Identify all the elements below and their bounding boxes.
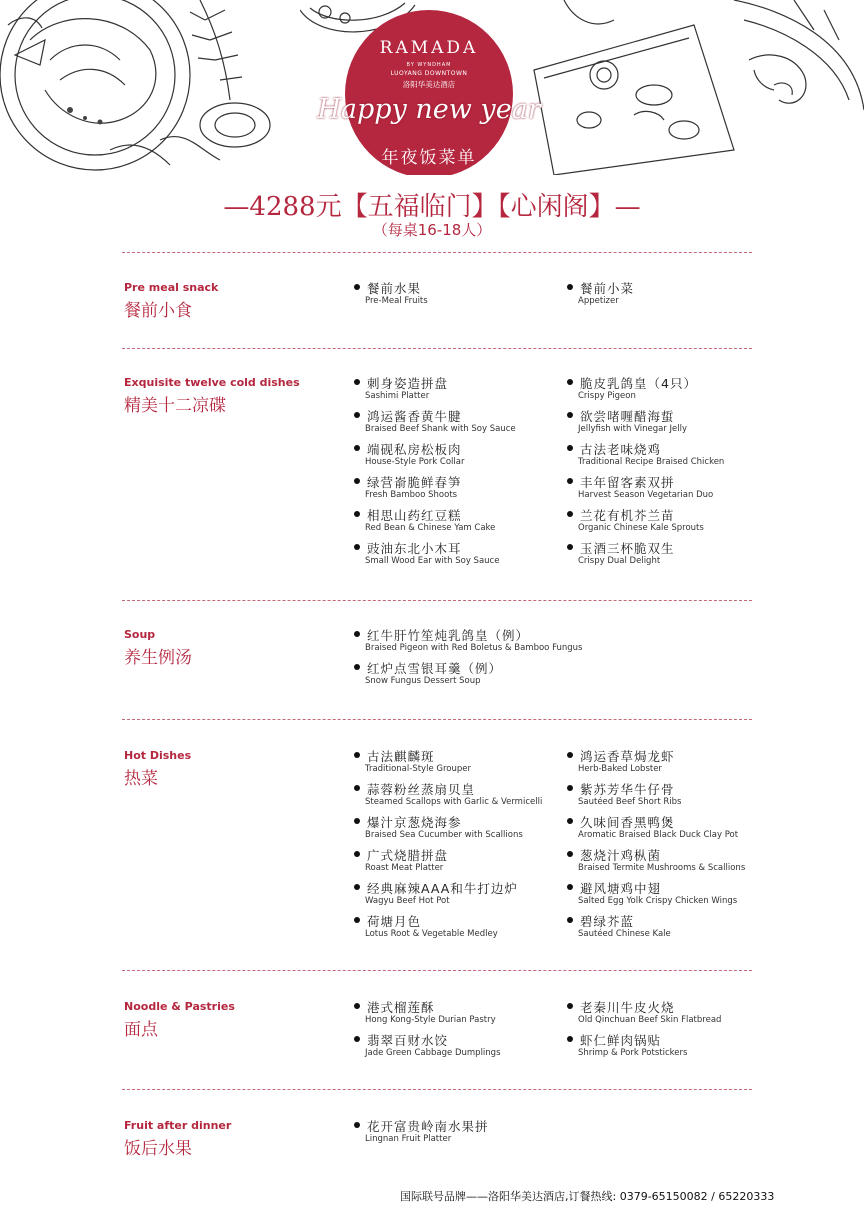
bullet-icon bbox=[567, 478, 573, 484]
section-divider bbox=[122, 719, 752, 720]
dish-name-en: Shrimp & Pork Potstickers bbox=[578, 1048, 688, 1058]
dish-name-en: Salted Egg Yolk Crispy Chicken Wings bbox=[578, 896, 738, 906]
dish-name-en: Small Wood Ear with Soy Sauce bbox=[365, 556, 500, 566]
happy-new-year-script: Happy new year bbox=[317, 94, 541, 125]
bullet-icon bbox=[354, 917, 360, 923]
section-title-en: Noodle & Pastries bbox=[124, 1000, 235, 1013]
dish-name-cn: 绿营嵛脆鲜春笋 bbox=[367, 475, 462, 490]
dish-name-cn: 蒜蓉粉丝蒸扇贝皇 bbox=[367, 782, 476, 797]
bullet-icon bbox=[567, 851, 573, 857]
ramada-badge bbox=[317, 10, 541, 175]
section-title-cn: 餐前小食 bbox=[124, 301, 192, 321]
bullet-icon bbox=[354, 1122, 360, 1128]
section-divider bbox=[122, 252, 752, 253]
dish-name-cn: 荷塘月色 bbox=[367, 914, 422, 929]
dish-name-cn: 古法老味烧鸡 bbox=[580, 442, 662, 457]
dish-name-en: Sashimi Platter bbox=[365, 391, 430, 401]
dish-name-cn: 翡翠百财水饺 bbox=[367, 1033, 449, 1048]
dish-name-cn: 鸿运酱香黄牛腱 bbox=[367, 409, 462, 424]
bullet-icon bbox=[354, 818, 360, 824]
bullet-icon bbox=[567, 1036, 573, 1042]
bullet-icon bbox=[354, 511, 360, 517]
dish-name-cn: 红牛肝竹笙炖乳鸽皇（例） bbox=[367, 628, 530, 643]
dish-name-en: Jellyfish with Vinegar Jelly bbox=[578, 424, 687, 434]
bullet-icon bbox=[354, 851, 360, 857]
dish-name-en: Traditional-Style Grouper bbox=[365, 764, 471, 774]
dish-name-cn: 紫苏芳华牛仔骨 bbox=[580, 782, 675, 797]
section-divider bbox=[122, 600, 752, 601]
bullet-icon bbox=[354, 412, 360, 418]
pizza-chicken-sketch-right bbox=[494, 0, 864, 175]
dish-name-en: Steamed Scallops with Garlic & Vermicelli bbox=[365, 797, 543, 807]
dish-name-cn: 餐前水果 bbox=[367, 281, 422, 296]
dish-name-cn: 端砚私房松板肉 bbox=[367, 442, 462, 457]
dish-name-en: Roast Meat Platter bbox=[365, 863, 444, 873]
dish-name-cn: 久味间香黑鸭煲 bbox=[580, 815, 675, 830]
dish-name-cn: 鸿运香草焗龙虾 bbox=[580, 749, 675, 764]
dish-name-en: Herb-Baked Lobster bbox=[578, 764, 662, 774]
dish-name-en: Snow Fungus Dessert Soup bbox=[365, 676, 481, 686]
menu-section bbox=[124, 1000, 764, 1058]
dish-name-en: Lingnan Fruit Platter bbox=[365, 1134, 452, 1144]
section-title-en: Exquisite twelve cold dishes bbox=[124, 376, 300, 389]
set-menu-title: —4288元【五福临门】【心闲阁】— bbox=[223, 192, 641, 222]
section-title-en: Pre meal snack bbox=[124, 281, 219, 294]
dish-name-en: Traditional Recipe Braised Chicken bbox=[578, 457, 725, 467]
bullet-icon bbox=[354, 1036, 360, 1042]
menu-section bbox=[124, 281, 764, 321]
menu-section bbox=[124, 628, 764, 686]
brand-location: LUOYANG DOWNTOWN bbox=[390, 70, 468, 77]
dish-name-cn: 餐前小菜 bbox=[580, 281, 635, 296]
dish-name-en: Pre-Meal Fruits bbox=[365, 296, 428, 306]
dish-name-en: Fresh Bamboo Shoots bbox=[365, 490, 458, 500]
dish-name-en: Sautéed Chinese Kale bbox=[578, 929, 671, 939]
footer-contact: 国际联号品牌——洛阳华美达酒店,订餐热线: 0379-65150082 / 65220333 bbox=[400, 1190, 775, 1203]
dish-name-cn: 虾仁鲜肉锅贴 bbox=[580, 1033, 662, 1048]
seafood-sketch-left bbox=[0, 0, 330, 175]
dish-name-cn: 丰年留客素双拼 bbox=[580, 475, 675, 490]
section-title-en: Hot Dishes bbox=[124, 749, 192, 762]
dish-name-cn: 爆汁京葱烧海参 bbox=[367, 815, 462, 830]
dish-name-cn: 刺身姿造拼盘 bbox=[367, 376, 449, 391]
section-divider bbox=[122, 970, 752, 971]
bullet-icon bbox=[354, 785, 360, 791]
dish-name-en: House-Style Pork Collar bbox=[365, 457, 465, 467]
section-title-cn: 饭后水果 bbox=[124, 1139, 192, 1159]
dish-name-en: Braised Termite Mushrooms & Scallions bbox=[578, 863, 746, 873]
dish-name-en: Appetizer bbox=[578, 296, 619, 306]
dish-name-cn: 相思山药红豆糕 bbox=[367, 508, 462, 523]
set-menu-subtitle: （每桌16-18人） bbox=[372, 221, 492, 239]
bullet-icon bbox=[354, 544, 360, 550]
dish-name-en: Lotus Root & Vegetable Medley bbox=[365, 929, 498, 939]
dish-name-en: Hong Kong-Style Durian Pastry bbox=[365, 1015, 496, 1025]
bullet-icon bbox=[567, 412, 573, 418]
dish-name-cn: 老秦川牛皮火烧 bbox=[580, 1000, 675, 1015]
bullet-icon bbox=[567, 785, 573, 791]
section-divider bbox=[122, 1089, 752, 1090]
dish-name-en: Organic Chinese Kale Sprouts bbox=[578, 523, 704, 533]
header-illustration bbox=[0, 0, 864, 175]
dish-name-cn: 红炉点雪银耳羹（例） bbox=[367, 661, 503, 676]
bullet-icon bbox=[354, 1003, 360, 1009]
bullet-icon bbox=[567, 1003, 573, 1009]
dish-name-cn: 葱烧汁鸡枞菌 bbox=[580, 848, 662, 863]
dish-name-en: Braised Beef Shank with Soy Sauce bbox=[365, 424, 516, 434]
bullet-icon bbox=[354, 664, 360, 670]
dish-name-cn: 经典麻辣AAA和牛打边炉 bbox=[367, 881, 518, 896]
bullet-icon bbox=[354, 884, 360, 890]
section-title-cn: 面点 bbox=[124, 1020, 158, 1040]
dish-name-cn: 豉油东北小木耳 bbox=[367, 541, 462, 556]
bullet-icon bbox=[567, 445, 573, 451]
dish-name-cn: 玉酒三杯脆双生 bbox=[580, 541, 675, 556]
bullet-icon bbox=[567, 917, 573, 923]
dish-name-cn: 广式烧腊拼盘 bbox=[367, 848, 449, 863]
dish-name-en: Jade Green Cabbage Dumplings bbox=[365, 1048, 501, 1058]
section-title-cn: 热菜 bbox=[124, 769, 158, 789]
dish-name-en: Sautéed Beef Short Ribs bbox=[578, 797, 682, 807]
bullet-icon bbox=[354, 752, 360, 758]
brand-chinese-name: 洛阳华美达酒店 bbox=[402, 80, 456, 89]
dish-name-cn: 兰花有机芥兰苗 bbox=[580, 508, 675, 523]
dish-name-cn: 花开富贵岭南水果拼 bbox=[367, 1119, 489, 1134]
dish-name-en: Crispy Pigeon bbox=[578, 391, 636, 401]
dish-name-cn: 古法麒麟斑 bbox=[367, 749, 435, 764]
dish-name-cn: 脆皮乳鸽皇（4只） bbox=[580, 376, 697, 391]
bullet-icon bbox=[567, 544, 573, 550]
bullet-icon bbox=[567, 884, 573, 890]
brand-logo: RAMADA bbox=[379, 38, 479, 58]
brand-subtitle: BY WYNDHAM bbox=[406, 62, 452, 68]
menu-section bbox=[124, 1119, 764, 1159]
section-title-en: Soup bbox=[124, 628, 156, 641]
dish-name-cn: 欲尝啫喱醋海蜇 bbox=[580, 409, 675, 424]
dish-name-en: Crispy Dual Delight bbox=[578, 556, 661, 566]
section-title-en: Fruit after dinner bbox=[124, 1119, 232, 1132]
dish-name-en: Braised Sea Cucumber with Scallions bbox=[365, 830, 523, 840]
menu-title: 年夜饭菜单 bbox=[381, 148, 477, 168]
bullet-icon bbox=[567, 511, 573, 517]
section-divider bbox=[122, 348, 752, 349]
dish-name-cn: 避风塘鸡中翅 bbox=[580, 881, 662, 896]
section-title-cn: 养生例汤 bbox=[124, 648, 192, 668]
dish-name-cn: 港式榴莲酥 bbox=[367, 1000, 435, 1015]
bullet-icon bbox=[354, 445, 360, 451]
menu-section bbox=[124, 376, 764, 566]
dish-name-cn: 碧绿芥蓝 bbox=[580, 914, 635, 929]
bullet-icon bbox=[354, 284, 360, 290]
bullet-icon bbox=[354, 379, 360, 385]
dish-name-en: Old Qinchuan Beef Skin Flatbread bbox=[578, 1015, 722, 1025]
dish-name-en: Red Bean & Chinese Yam Cake bbox=[365, 523, 496, 533]
bullet-icon bbox=[567, 379, 573, 385]
bullet-icon bbox=[567, 284, 573, 290]
bullet-icon bbox=[354, 478, 360, 484]
bullet-icon bbox=[567, 818, 573, 824]
menu-section bbox=[124, 749, 764, 939]
dish-name-en: Wagyu Beef Hot Pot bbox=[365, 896, 450, 906]
dish-name-en: Aromatic Braised Black Duck Clay Pot bbox=[578, 830, 739, 840]
dish-name-en: Harvest Season Vegetarian Duo bbox=[578, 490, 714, 500]
section-title-cn: 精美十二凉碟 bbox=[124, 396, 226, 416]
dish-name-en: Braised Pigeon with Red Boletus & Bamboo Fungus bbox=[365, 643, 583, 653]
bullet-icon bbox=[567, 752, 573, 758]
bullet-icon bbox=[354, 631, 360, 637]
